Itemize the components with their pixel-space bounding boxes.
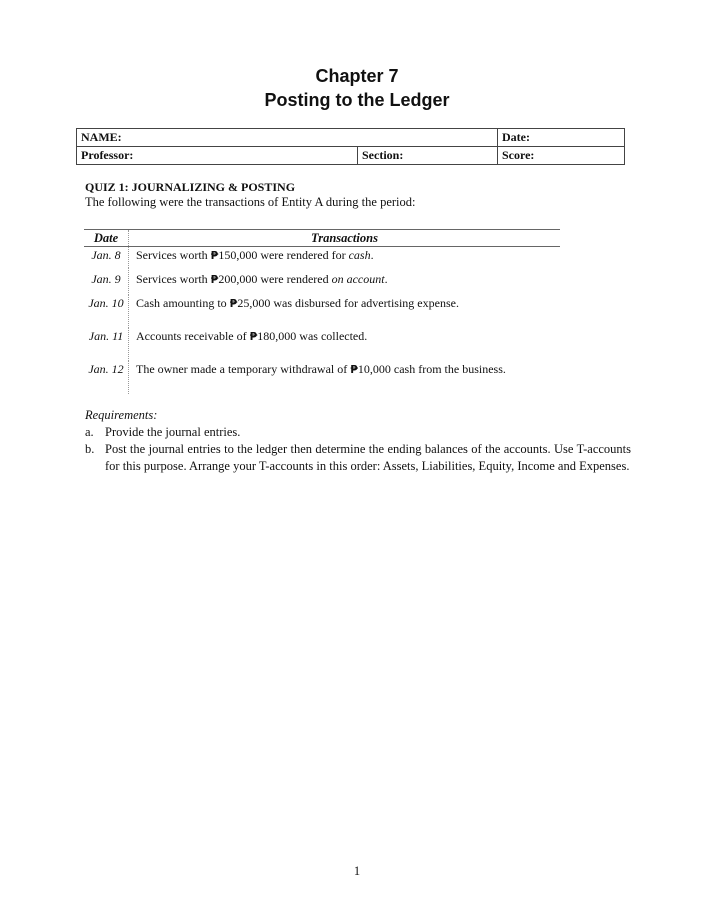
peso-icon: ₱ — [210, 249, 219, 262]
page-number: 1 — [353, 864, 361, 878]
name-field: NAME: — [77, 129, 498, 147]
quiz-intro: The following were the transactions of Entity A during the period: — [85, 195, 416, 209]
transactions-table — [84, 229, 560, 394]
peso-icon: ₱ — [249, 330, 258, 343]
transaction-date: Jan. 9 — [84, 268, 129, 295]
requirement-letter: a. — [85, 425, 94, 439]
table-row — [84, 361, 560, 394]
transaction-text: Accounts receivable of ₱180,000 was collected. — [136, 329, 368, 343]
transaction-text: The owner made a temporary withdrawal of ₱10,000 cash from the business. — [136, 362, 506, 376]
chapter-title: Chapter 7 — [315, 66, 399, 86]
score-field: Score: — [498, 147, 625, 165]
requirement-text: Post the journal entries to the ledger then determine the ending balances of the accounts. Use T-accounts for this purpose. Arrange your T-accounts in this order: Assets, Liabilities, Equity, Income and Expenses. — [105, 442, 631, 473]
table-row — [84, 247, 560, 269]
peso-icon: ₱ — [350, 363, 358, 376]
chapter-subtitle: Posting to the Ledger — [264, 90, 450, 110]
table-row — [84, 328, 560, 361]
transaction-date: Jan. 8 — [84, 247, 129, 269]
requirements-label: Requirements: — [85, 408, 158, 422]
requirement-text: Provide the journal entries. — [105, 425, 241, 439]
transaction-date: Jan. 10 — [84, 295, 129, 328]
date-column-header: Date — [84, 230, 129, 247]
transaction-date: Jan. 12 — [84, 361, 129, 394]
table-row — [84, 295, 560, 328]
quiz-title: QUIZ 1: JOURNALIZING & POSTING — [85, 180, 296, 194]
student-info-table — [76, 128, 625, 165]
professor-field: Professor: — [77, 147, 358, 165]
requirement-item — [85, 424, 631, 441]
transactions-column-header: Transactions — [129, 230, 561, 247]
transaction-text: Services worth ₱150,000 were rendered for cash. — [136, 248, 374, 262]
table-row — [84, 268, 560, 295]
section-field: Section: — [358, 147, 498, 165]
transaction-text: Services worth ₱200,000 were rendered on account. — [136, 272, 388, 286]
requirement-letter: b. — [85, 442, 95, 456]
peso-icon: ₱ — [210, 273, 219, 286]
transaction-text: Cash amounting to ₱25,000 was disbursed for advertising expense. — [136, 296, 459, 310]
requirement-item — [85, 441, 631, 475]
requirements-list — [85, 424, 631, 475]
date-field: Date: — [498, 129, 625, 147]
peso-icon: ₱ — [229, 297, 238, 310]
transaction-date: Jan. 11 — [84, 328, 129, 361]
